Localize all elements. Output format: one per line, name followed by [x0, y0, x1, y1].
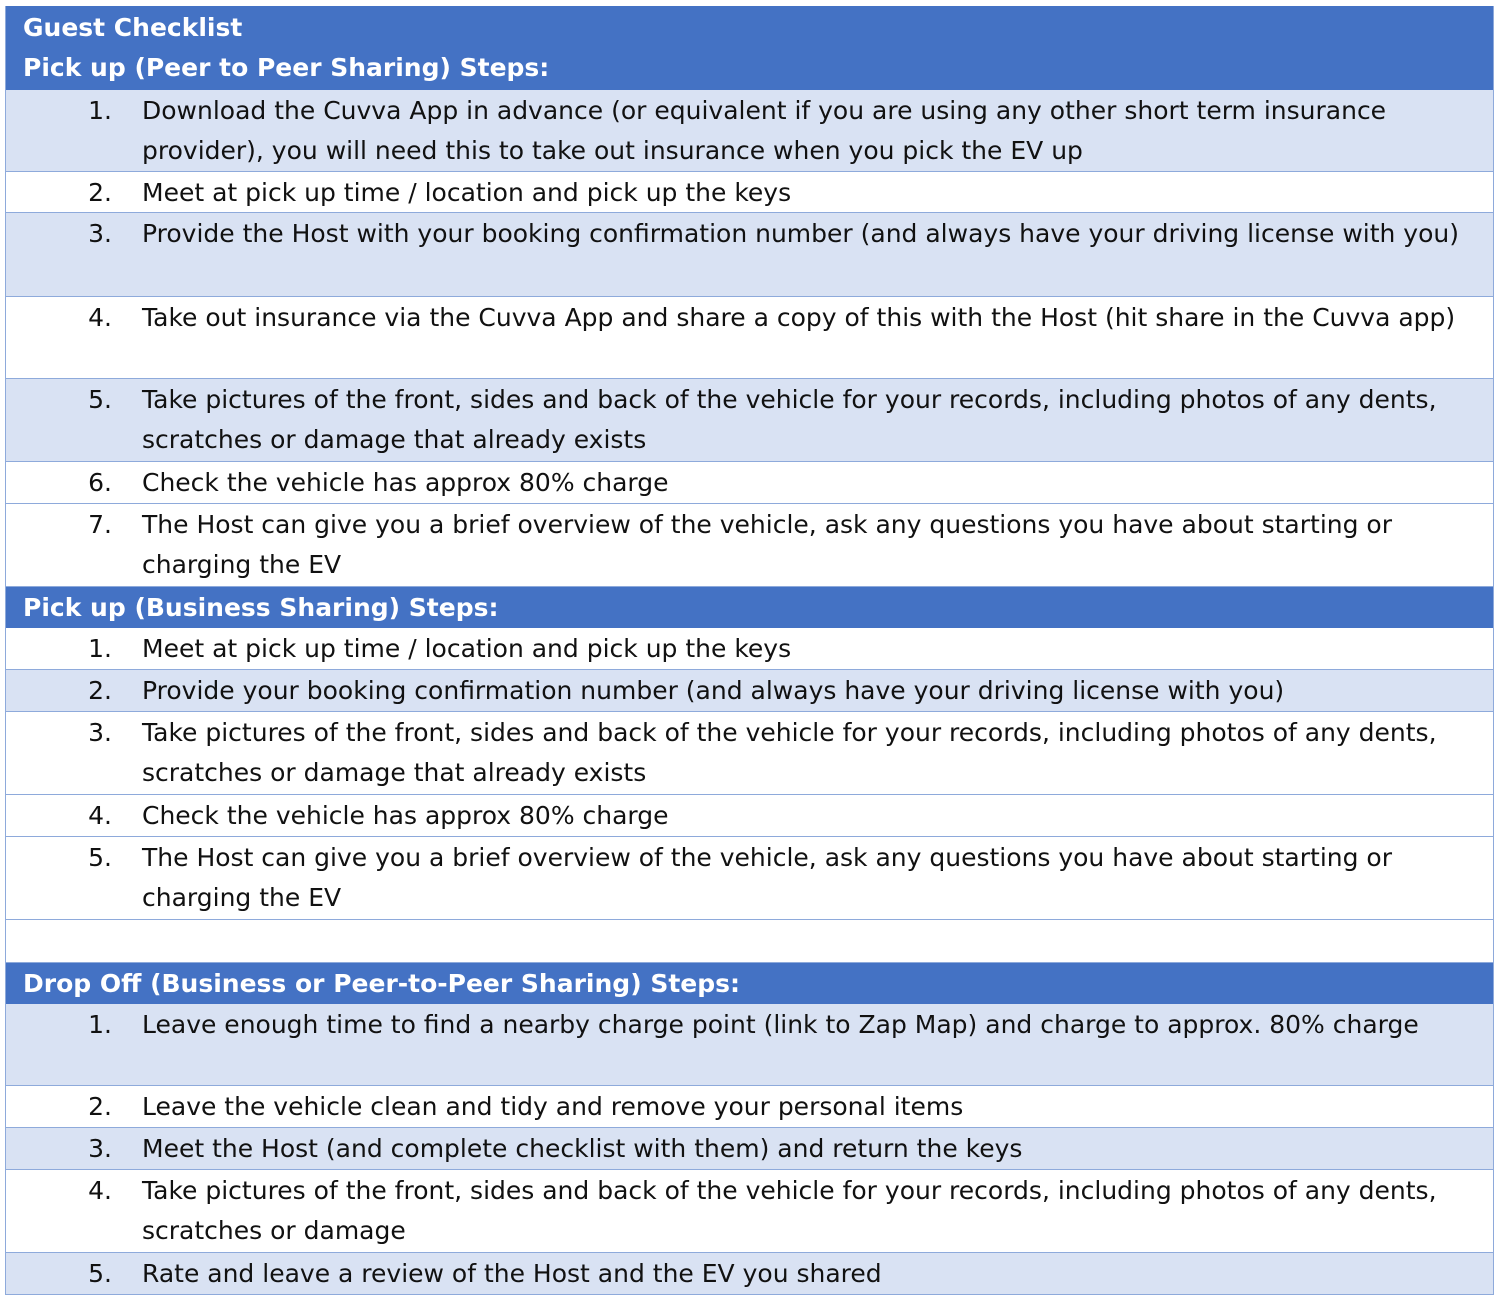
- item-text: Leave the vehicle clean and tidy and remove your personal items: [142, 1092, 964, 1121]
- list-item: [6, 90, 1493, 172]
- item-text: Provide your booking confirmation number (and always have your driving license with you): [142, 676, 1285, 705]
- item-number: 7.: [88, 510, 112, 539]
- list-item: [6, 795, 1493, 837]
- item-number: 2.: [88, 1092, 112, 1121]
- item-number: 5.: [88, 843, 112, 872]
- section-heading-business-pickup: [6, 587, 1493, 628]
- item-text: Meet at pick up time / location and pick up the keys: [142, 178, 792, 207]
- list-item: [6, 837, 1493, 920]
- item-number: 3.: [88, 1134, 112, 1163]
- list-item: [6, 379, 1493, 462]
- guest-checklist-table: [5, 6, 1494, 1295]
- item-number: 1.: [88, 96, 112, 125]
- item-text: Take pictures of the front, sides and back of the vehicle for your records, including photos of any dents, scratches or damage that already exists: [142, 385, 1437, 454]
- item-number: 4.: [88, 303, 112, 332]
- item-number: 5.: [88, 385, 112, 414]
- list-item: [6, 1086, 1493, 1128]
- list-item: [6, 1170, 1493, 1253]
- item-text: Rate and leave a review of the Host and the EV you shared: [142, 1259, 882, 1288]
- list-item: [6, 462, 1493, 504]
- item-text: Check the vehicle has approx 80% charge: [142, 468, 669, 497]
- item-number: 6.: [88, 468, 112, 497]
- item-text: Download the Cuvva App in advance (or equivalent if you are using any other short term insurance provider), you will need this to take out insurance when you pick the EV up: [142, 96, 1387, 165]
- list-item: [6, 712, 1493, 795]
- item-number: 1.: [88, 1010, 112, 1039]
- item-number: 2.: [88, 676, 112, 705]
- list-item: [6, 1128, 1493, 1170]
- item-text: Take pictures of the front, sides and back of the vehicle for your records, including photos of any dents, scratches or damage that already exists: [142, 718, 1437, 787]
- item-number: 3.: [88, 718, 112, 747]
- item-text: Provide the Host with your booking confirmation number (and always have your driving license with you): [142, 219, 1459, 248]
- section-heading-peer-pickup: Pick up (Peer to Peer Sharing) Steps:: [23, 53, 550, 82]
- item-text: Leave enough time to find a nearby charge point (link to Zap Map) and charge to approx. 80% charge: [142, 1010, 1419, 1039]
- item-text: Meet at pick up time / location and pick up the keys: [142, 634, 792, 663]
- list-item: [6, 504, 1493, 587]
- item-text: Take pictures of the front, sides and back of the vehicle for your records, including photos of any dents, scratches or damage: [142, 1176, 1437, 1245]
- checklist-header: [6, 6, 1493, 90]
- list-item: [6, 628, 1493, 670]
- list-item: [6, 670, 1493, 712]
- item-number: 1.: [88, 634, 112, 663]
- checklist-title: Guest Checklist: [23, 13, 243, 42]
- list-item: [6, 1253, 1493, 1295]
- item-number: 5.: [88, 1259, 112, 1288]
- list-item: [6, 172, 1493, 213]
- list-item: [6, 213, 1493, 297]
- section-heading-text: Drop Off (Business or Peer-to-Peer Sharing) Steps:: [23, 968, 741, 998]
- list-item: [6, 1004, 1493, 1086]
- item-number: 4.: [88, 801, 112, 830]
- section-heading-text: Pick up (Business Sharing) Steps:: [23, 592, 499, 622]
- list-item: [6, 297, 1493, 379]
- section-heading-drop-off: [6, 963, 1493, 1004]
- item-text: The Host can give you a brief overview of the vehicle, ask any questions you have about starting or charging the EV: [142, 843, 1392, 912]
- item-number: 2.: [88, 178, 112, 207]
- item-number: 3.: [88, 219, 112, 248]
- item-text: Take out insurance via the Cuvva App and share a copy of this with the Host (hit share in the Cuvva app): [142, 303, 1456, 332]
- item-number: 4.: [88, 1176, 112, 1205]
- item-text: Check the vehicle has approx 80% charge: [142, 801, 669, 830]
- section-spacer: [6, 920, 1493, 963]
- item-text: Meet the Host (and complete checklist with them) and return the keys: [142, 1134, 1023, 1163]
- item-text: The Host can give you a brief overview of the vehicle, ask any questions you have about starting or charging the EV: [142, 510, 1392, 579]
